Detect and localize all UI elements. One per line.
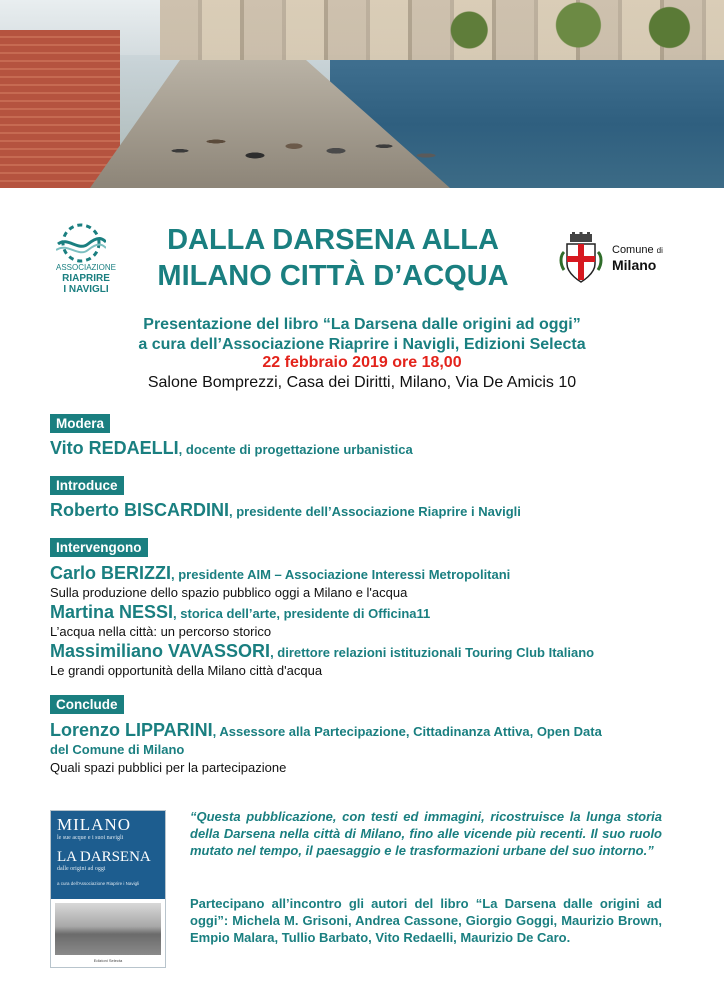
event-venue: Salone Bomprezzi, Casa dei Diritti, Milano, Via De Amicis 10 bbox=[147, 374, 577, 391]
book-presentation bbox=[60, 315, 664, 355]
book-publisher: Edizioni Selecta bbox=[93, 958, 123, 963]
speaker-vavassori bbox=[50, 641, 680, 662]
di-text: di bbox=[656, 246, 663, 255]
comune-milano-logo bbox=[556, 232, 671, 286]
title-line-2: MILANO CITTÀ D’ACQUA bbox=[157, 260, 509, 292]
speaker-redaelli bbox=[50, 438, 680, 459]
speaker-name: Martina NESSI bbox=[50, 602, 174, 622]
speaker-role: , Assessore alla Partecipazione, Cittadinanza Attiva, Open Data bbox=[212, 724, 602, 739]
speaker-role: , storica dell’arte, presidente di Officina11 bbox=[173, 606, 431, 621]
subtitle-line-2: a cura dell’Associazione Riaprire i Navigli, Edizioni Selecta bbox=[138, 336, 586, 353]
comune-text: Comune bbox=[612, 244, 654, 256]
book-title-milano: MILANO bbox=[57, 815, 131, 834]
milano-coat-of-arms-icon bbox=[556, 232, 606, 286]
speaker-name: Roberto BISCARDINI bbox=[50, 500, 229, 520]
subtitle-line-1: Presentazione del libro “La Darsena dalle origini ad oggi” bbox=[143, 316, 581, 333]
speaker-berizzi bbox=[50, 563, 680, 584]
header-photo bbox=[0, 0, 724, 188]
event-title bbox=[128, 222, 538, 294]
book-subtitle-1: le sue acque e i suoi navigli bbox=[57, 835, 124, 841]
riaprire-navigli-logo bbox=[48, 222, 124, 296]
milano-text: Milano bbox=[612, 257, 657, 273]
speaker-name: Vito REDAELLI bbox=[50, 438, 179, 458]
logo-line-2: RIAPRIRE bbox=[62, 273, 110, 284]
navigli-ring-icon bbox=[56, 222, 106, 264]
logo-line-1: ASSOCIAZIONE bbox=[55, 263, 116, 272]
book-quote: “Questa pubblicazione, con testi ed immagini, ricostruisce la lunga storia della Darsena nella città di Milano, fino alle vicende più recenti. Il suo ruolo mutato nel tempo, il paesaggio e le trasformazioni urbane del suo intorno.” bbox=[190, 809, 662, 858]
speaker-nessi bbox=[50, 602, 680, 623]
section-label-introduce: Introduce bbox=[50, 476, 124, 495]
speaker-lipparini bbox=[50, 720, 680, 741]
book-authors: Partecipano all’incontro gli autori del libro “La Darsena dalle origini ad oggi”: Michela M. Grisoni, Andrea Cassone, Giorgio Goggi, Maurizio Brown, Empio Malara, Tullio Barbato, Vito Redaelli, Maurizio De Caro. bbox=[190, 896, 662, 945]
speaker-biscardini bbox=[50, 500, 680, 521]
speaker-role-continued: del Comune di Milano bbox=[50, 742, 185, 757]
speaker-name: Massimiliano VAVASSORI bbox=[50, 641, 271, 661]
book-cover bbox=[50, 810, 166, 968]
section-label-modera: Modera bbox=[50, 414, 110, 433]
speaker-role: , docente di progettazione urbanistica bbox=[178, 442, 413, 457]
speaker-role: , presidente AIM – Associazione Interessi Metropolitani bbox=[171, 567, 511, 582]
speaker-name: Carlo BERIZZI bbox=[50, 563, 172, 583]
speaker-role: , direttore relazioni istituzionali Touring Club Italiano bbox=[270, 645, 595, 660]
section-label-intervengono: Intervengono bbox=[50, 538, 148, 557]
speaker-topic-nessi: L’acqua nella città: un percorso storico bbox=[50, 624, 272, 639]
speaker-role: , presidente dell’Associazione Riaprire i Navigli bbox=[229, 504, 521, 519]
book-cover-photo bbox=[55, 903, 161, 955]
event-date: 22 febbraio 2019 ore 18,00 bbox=[262, 354, 462, 371]
book-subtitle-2: dalle origini ad oggi bbox=[57, 866, 106, 872]
speaker-topic-vavassori: Le grandi opportunità della Milano città d'acqua bbox=[50, 663, 323, 678]
speaker-topic-lipparini: Quali spazi pubblici per la partecipazione bbox=[50, 760, 287, 775]
book-curator: a cura dell'Associazione Riaprire i Navigli bbox=[57, 881, 140, 886]
speaker-topic-berizzi: Sulla produzione dello spazio pubblico oggi a Milano e l'acqua bbox=[50, 585, 408, 600]
speaker-name: Lorenzo LIPPARINI bbox=[50, 720, 213, 740]
book-title-darsena: LA DARSENA bbox=[57, 849, 151, 865]
title-line-1: DALLA DARSENA ALLA bbox=[167, 224, 499, 256]
section-label-conclude: Conclude bbox=[50, 695, 124, 714]
logo-line-3: I NAVIGLI bbox=[63, 284, 109, 295]
